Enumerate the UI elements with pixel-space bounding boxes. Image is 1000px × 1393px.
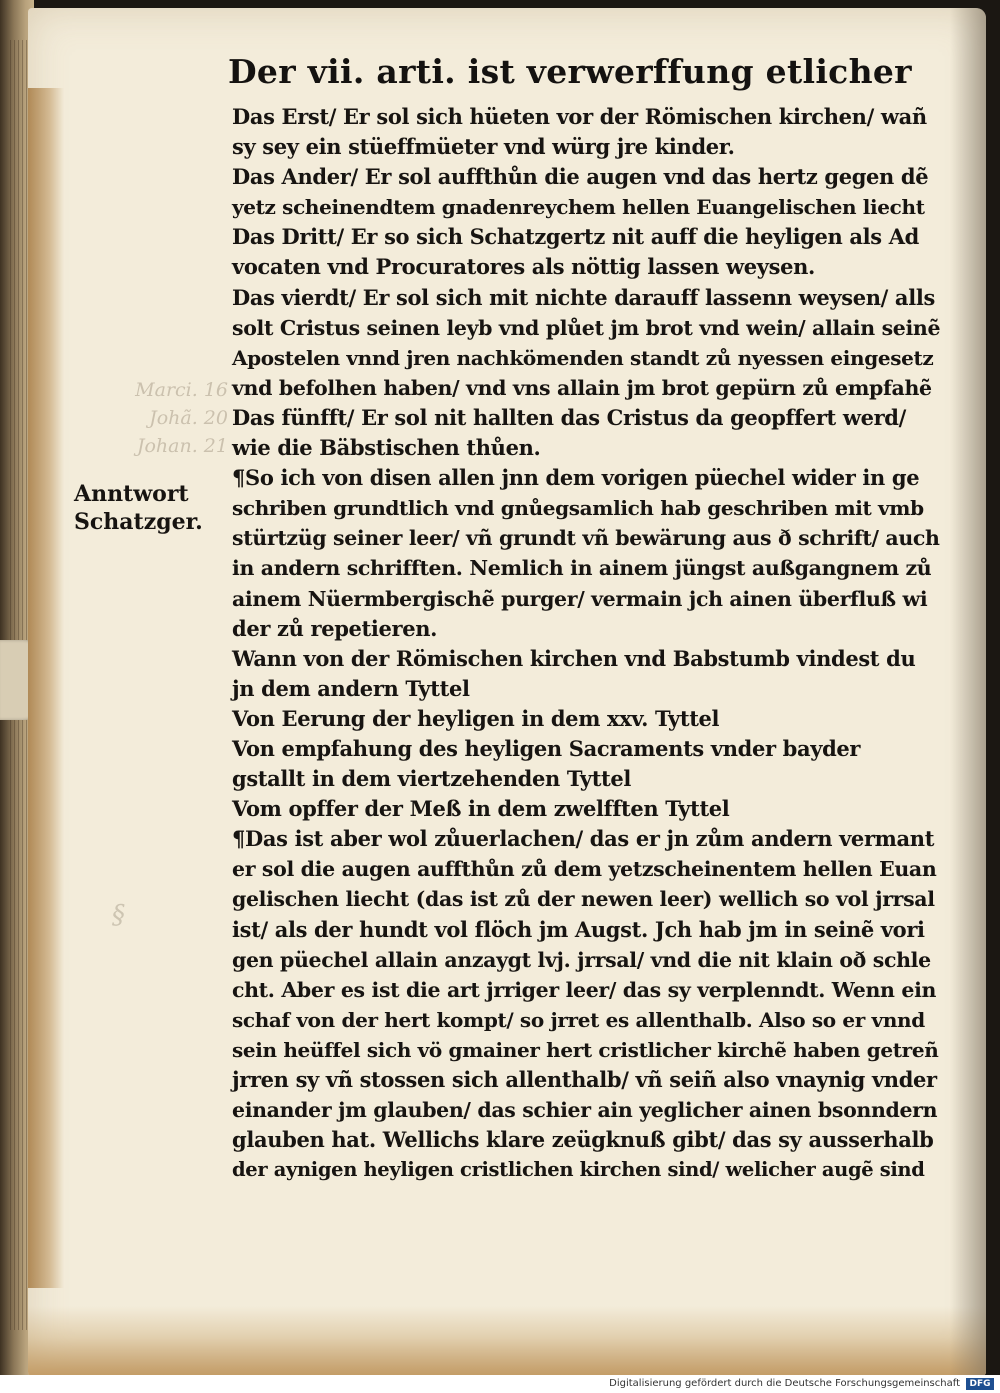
page-gutter-shadow (950, 8, 986, 1376)
text-line: der zů repetieren. (232, 615, 438, 641)
text-line: Vom opffer der Meß in dem zwelfften Tyttel (232, 796, 730, 822)
text-line: der aynigen heyligen cristlichen kirchen sind/ welicher augẽ sind (232, 1158, 925, 1182)
text-line: schriben grundtlich vnd gnůegsamlich hab geschriben mit vmb (232, 496, 924, 521)
text-line: Apostelen vnnd jren nachkömenden standt zů nyessen eingesetz (232, 345, 934, 370)
text-line: stürtzüg seiner leer/ vñ grundt vñ bewärung aus ð schrift/ auch (232, 526, 940, 551)
text-line: Das Erst/ Er sol sich hüeten vor der Römischen kirchen/ wañ (232, 104, 927, 129)
text-line: er sol die augen auffthůn zů dem yetzscheinentem hellen Euan (232, 857, 937, 882)
margin-note-answer: Anntwort (74, 481, 189, 507)
text-line: jrren sy vñ stossen sich allenthalb/ vñ seiñ also vnaynig vnder (232, 1067, 937, 1092)
text-line: yetz scheinendtem gnadenreychem hellen Euangelischen liecht (232, 195, 925, 220)
text-line: glauben hat. Wellichs klare zeügknuß gibt/ das sy ausserhalb (232, 1127, 934, 1153)
text-line: schaf von der hert kompt/ so jrret es allenthalb. Also so er vnnd (232, 1007, 925, 1032)
faint-reference: Johã. 20 (149, 407, 228, 429)
show-through-references (118, 376, 228, 460)
text-line: einander jm glauben/ das schier ain yeglicher ainen bsonndern (232, 1098, 938, 1123)
text-line: cht. Aber es ist die art jrriger leer/ das sy verplenndt. Wenn ein (232, 977, 937, 1002)
faint-reference: Marci. 16 (135, 379, 228, 401)
text-line: Das Dritt/ Er so sich Schatzgertz nit auff die heyligen als Ad (232, 224, 920, 250)
text-line: ¶Das ist aber wol zůuerlachen/ das er jn zům andern vermant (232, 826, 935, 852)
text-line: vocaten vnd Procuratores als nöttig lassen weysen. (232, 254, 815, 280)
margin-note-speaker: Schatzger. (74, 509, 203, 535)
text-line: jn dem andern Tyttel (232, 675, 470, 701)
text-line: gstallt in dem viertzehenden Tyttel (232, 766, 632, 792)
footer-credit: Digitalisierung gefördert durch die Deutsche Forschungsgemeinschaft (609, 1378, 960, 1389)
text-line: solt Cristus seinen leyb vnd plůet jm brot vnd wein/ allain seinẽ (232, 315, 941, 340)
dfg-logo-icon: DFG (966, 1378, 994, 1390)
digitization-footer (0, 1375, 1000, 1393)
text-line: Von empfahung des heyligen Sacraments vnder bayder (232, 735, 861, 761)
water-stain-left (28, 88, 64, 1288)
text-line: Wann von der Römischen kirchen vnd Babstumb vindest du (232, 645, 916, 671)
text-line: Von Eerung der heyligen in dem xxv. Tyttel (232, 705, 720, 731)
text-line: vnd befolhen haben/ vnd vns allain jm brot gepürn zů empfahẽ (232, 375, 932, 400)
text-line: wie die Bäbstischen thůen. (232, 435, 541, 461)
text-line: ¶So ich von disen allen jnn dem vorigen püechel wider in ge (232, 465, 920, 491)
text-line: Das Ander/ Er sol auffthůn die augen vnd das hertz gegen dẽ (232, 164, 929, 190)
text-line: Das fünfft/ Er sol nit hallten das Cristus da geopffert werd/ (232, 404, 906, 430)
faint-reference: Johan. 21 (136, 435, 228, 457)
text-line: Das vierdt/ Er sol sich mit nichte darauff lassenn weysen/ alls (232, 284, 935, 310)
text-line: in andern schrifften. Nemlich in ainem jüngst außgangnem zů (232, 556, 932, 581)
text-line: gelischen liecht (das ist zů der newen leer) wellich so vol jrrsal (232, 887, 935, 912)
body-text (232, 102, 940, 1185)
show-through-mark: § (112, 900, 125, 930)
text-line: ainem Nüermbergischẽ purger/ vermain jch ainen überfluß wi (232, 586, 928, 611)
text-line: ist/ als der hundt vol flöch jm Augst. Jch hab jm in seinẽ vori (232, 916, 925, 942)
running-head: Der vii. arti. ist verwerffung etlicher (228, 52, 912, 91)
text-line: gen püechel allain anzaygt lvj. jrrsal/ vnd die nit klain oð schle (232, 947, 931, 972)
text-line: sein heüffel sich vö gmainer hert cristlicher kirchẽ haben getreñ (232, 1037, 939, 1062)
text-line: sy sey ein stüeffmüeter vnd würg jre kinder. (232, 134, 735, 160)
water-stain-bottom (28, 1306, 986, 1376)
